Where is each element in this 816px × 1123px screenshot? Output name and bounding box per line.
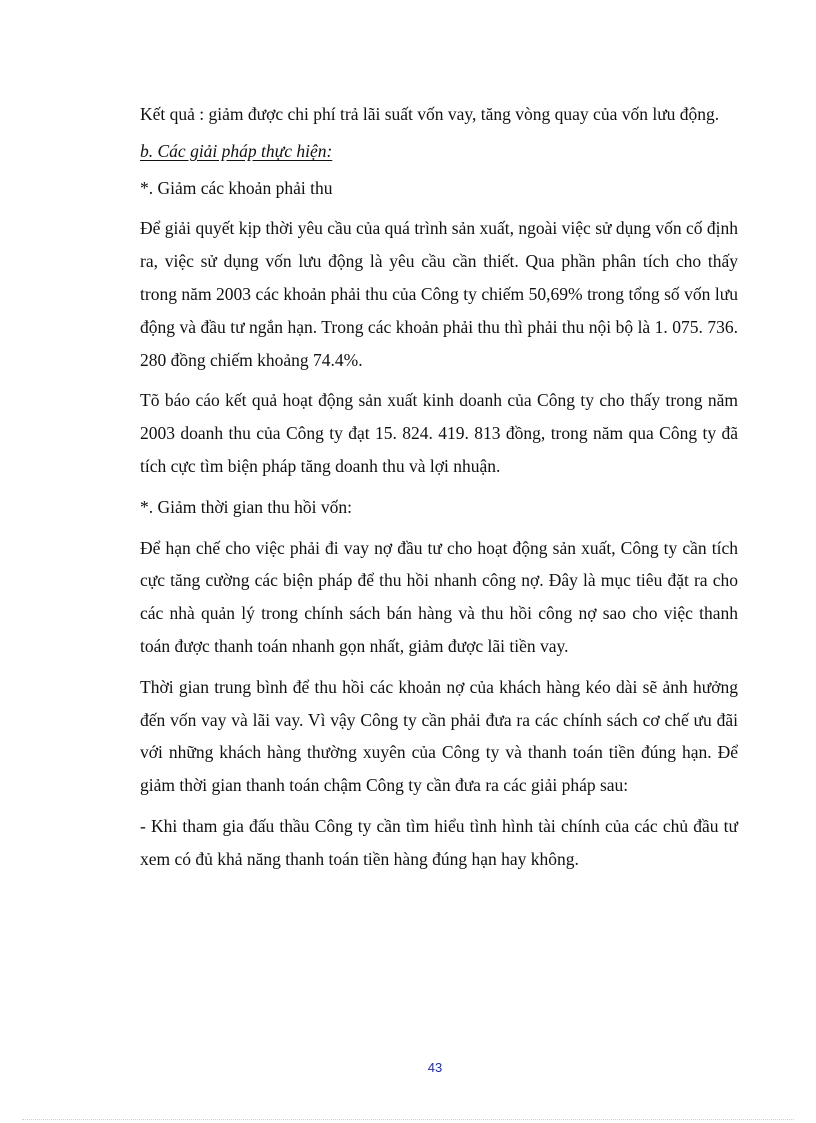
page-number: 43 bbox=[427, 1060, 443, 1075]
page-body bbox=[140, 98, 738, 876]
subheading-collection-time: *. Giảm thời gian thu hồi vốn: bbox=[140, 496, 352, 517]
receivables-paragraph: Để giải quyết kịp thời yêu cầu của quá trình sản xuất, ngoài việc sử dụng vốn cố định ra, việc sử dụng vốn lưu động là yêu cầu cần thiết. Qua phần phân tích cho thấy trong năm 2003 các khoản phải thu của Công ty chiếm 50,69% trong tổng số vốn lưu động và đầu tư ngắn hạn. Trong các khoản phải thu thì phải thu nội bộ là 1. 075. 736. 280 đồng chiếm khoảng 74.4%. bbox=[140, 218, 738, 370]
section-heading: b. Các giải pháp thực hiện: bbox=[140, 140, 333, 161]
revenue-paragraph: Tõ báo cáo kết quả hoạt động sản xuất kinh doanh của Công ty cho thấy trong năm 2003 doanh thu của Công ty đạt 15. 824. 419. 813 đồng, trong năm qua Công ty đã tích cực tìm biện pháp tăng doanh thu và lợi nhuận. bbox=[140, 390, 738, 476]
average-time-paragraph: Thời gian trung bình để thu hồi các khoản nợ của khách hàng kéo dài sẽ ảnh hưởng đến vốn vay và lãi vay. Vì vậy Công ty cần phải đưa ra các chính sách cơ chế ưu đãi với những khách hàng thường xuyên của Công ty và thanh toán tiền đúng hạn. Để giảm thời gian thanh toán chậm Công ty cần đưa ra các giải pháp sau: bbox=[140, 676, 738, 796]
bidding-paragraph: - Khi tham gia đấu thầu Công ty cần tìm hiểu tình hình tài chính của các chủ đầu tư xem có đủ khả năng thanh toán tiền hàng đúng hạn hay không. bbox=[140, 815, 738, 869]
result-paragraph: Kết quả : giảm được chi phí trả lãi suất vốn vay, tăng vòng quay của vốn lưu động. bbox=[140, 104, 720, 124]
debt-collection-paragraph: Để hạn chế cho việc phải đi vay nợ đầu tư cho hoạt động sản xuất, Công ty cần tích cực tăng cường các biện pháp để thu hồi nhanh công nợ. Đây là mục tiêu đặt ra cho các nhà quản lý trong chính sách bán hàng và thu hồi công nợ sao cho việc thanh toán được thanh toán nhanh gọn nhất, giảm được lãi tiền vay. bbox=[140, 537, 738, 656]
page-bottom-divider bbox=[22, 1119, 794, 1120]
subheading-receivables: *. Giảm các khoản phải thu bbox=[140, 177, 333, 198]
